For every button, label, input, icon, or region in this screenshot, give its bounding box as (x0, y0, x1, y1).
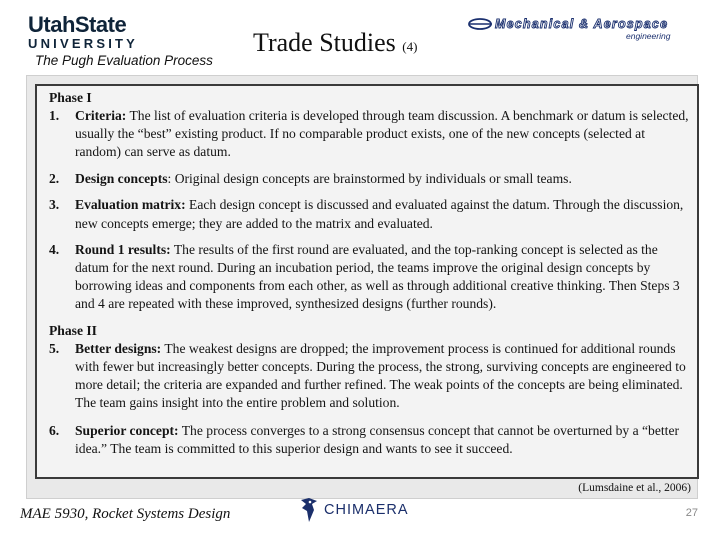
slide-title (253, 28, 417, 58)
item-body: The process converges to a strong consensus concept that cannot be overturned by a “better idea.” The team is committed to this superior design and wants to see it succeed. (75, 422, 680, 456)
pugh-process-box (35, 84, 699, 479)
course-name: MAE 5930, Rocket Systems Design (20, 506, 231, 522)
item-label: Criteria: (75, 108, 127, 124)
list-item (49, 340, 693, 412)
phase-1-heading: Phase I (49, 90, 92, 105)
item-number: 4. (49, 241, 60, 257)
mae-department-logo (466, 15, 698, 41)
item-text (75, 196, 693, 232)
list-item (49, 107, 693, 161)
item-text (75, 170, 693, 188)
mae-logo-line1: Mechanical & Aerospace (495, 17, 669, 31)
item-number: 3. (49, 197, 60, 213)
slide-subtitle: The Pugh Evaluation Process (35, 53, 213, 68)
item-body: The list of evaluation criteria is developed through team discussion. A benchmark or datum is selected, usually the “best” existing product. If no comparable product exists, one of the new concepts (selected at random) can serve as datum. (75, 108, 689, 160)
citation: (Lumsdaine et al., 2006) (578, 482, 691, 494)
item-body: The weakest designs are dropped; the improvement process is continued for additional rounds with fewer but increasingly better concepts. During the process, the strong, surviving concepts are engineered to more detail; the criteria are expanded and further refined. The weak points of the concepts are being eliminated. The team gains insight into the entire problem and solution. (75, 341, 686, 411)
usu-logo-line1: UtahState (28, 12, 127, 37)
item-label: Superior concept: (75, 422, 179, 438)
list-item (49, 170, 693, 188)
chimaera-logo (298, 496, 409, 524)
chimaera-wordmark: CHIMAERA (324, 502, 409, 518)
item-number: 1. (49, 108, 60, 124)
slide-title-text: Trade Studies (253, 28, 396, 57)
list-item (49, 241, 693, 313)
item-body: : Original design concepts are brainstormed by individuals or small teams. (167, 171, 572, 187)
item-text (75, 340, 693, 412)
item-label: Better designs: (75, 341, 162, 357)
item-label: Round 1 results: (75, 241, 171, 257)
slide-title-number: (4) (402, 39, 418, 54)
item-number: 5. (49, 341, 60, 357)
list-item (49, 196, 693, 232)
mae-logo-line2: engineering (626, 31, 671, 41)
chimaera-icon (298, 496, 320, 524)
item-text (75, 422, 693, 458)
item-number: 2. (49, 171, 60, 187)
item-body: Each design concept is discussed and evaluated against the datum. Through the discussion, new concepts emerge; they are added to the matrix and evaluated. (75, 197, 684, 231)
usu-logo (28, 14, 154, 51)
usu-logo-line2: UNIVERSITY (28, 36, 139, 51)
page-number: 27 (685, 507, 698, 519)
item-label: Design concepts (75, 171, 168, 187)
item-text (75, 241, 693, 313)
phase-2-heading: Phase II (49, 323, 97, 339)
item-number: 6. (49, 422, 60, 438)
item-body: The results of the first round are evaluated, and the top-ranking concept is selected as the datum for the next round. During an incubation period, the teams improve the original design concepts by borrowing ideas and components from each other, as well as through additional creative thinking. Then Steps 3 and 4 are repeated with these improved, synthesized designs (further rounds). (75, 241, 680, 311)
scanned-figure (26, 75, 698, 499)
item-label: Evaluation matrix: (75, 197, 186, 213)
item-text (75, 107, 693, 161)
list-item (49, 422, 693, 458)
